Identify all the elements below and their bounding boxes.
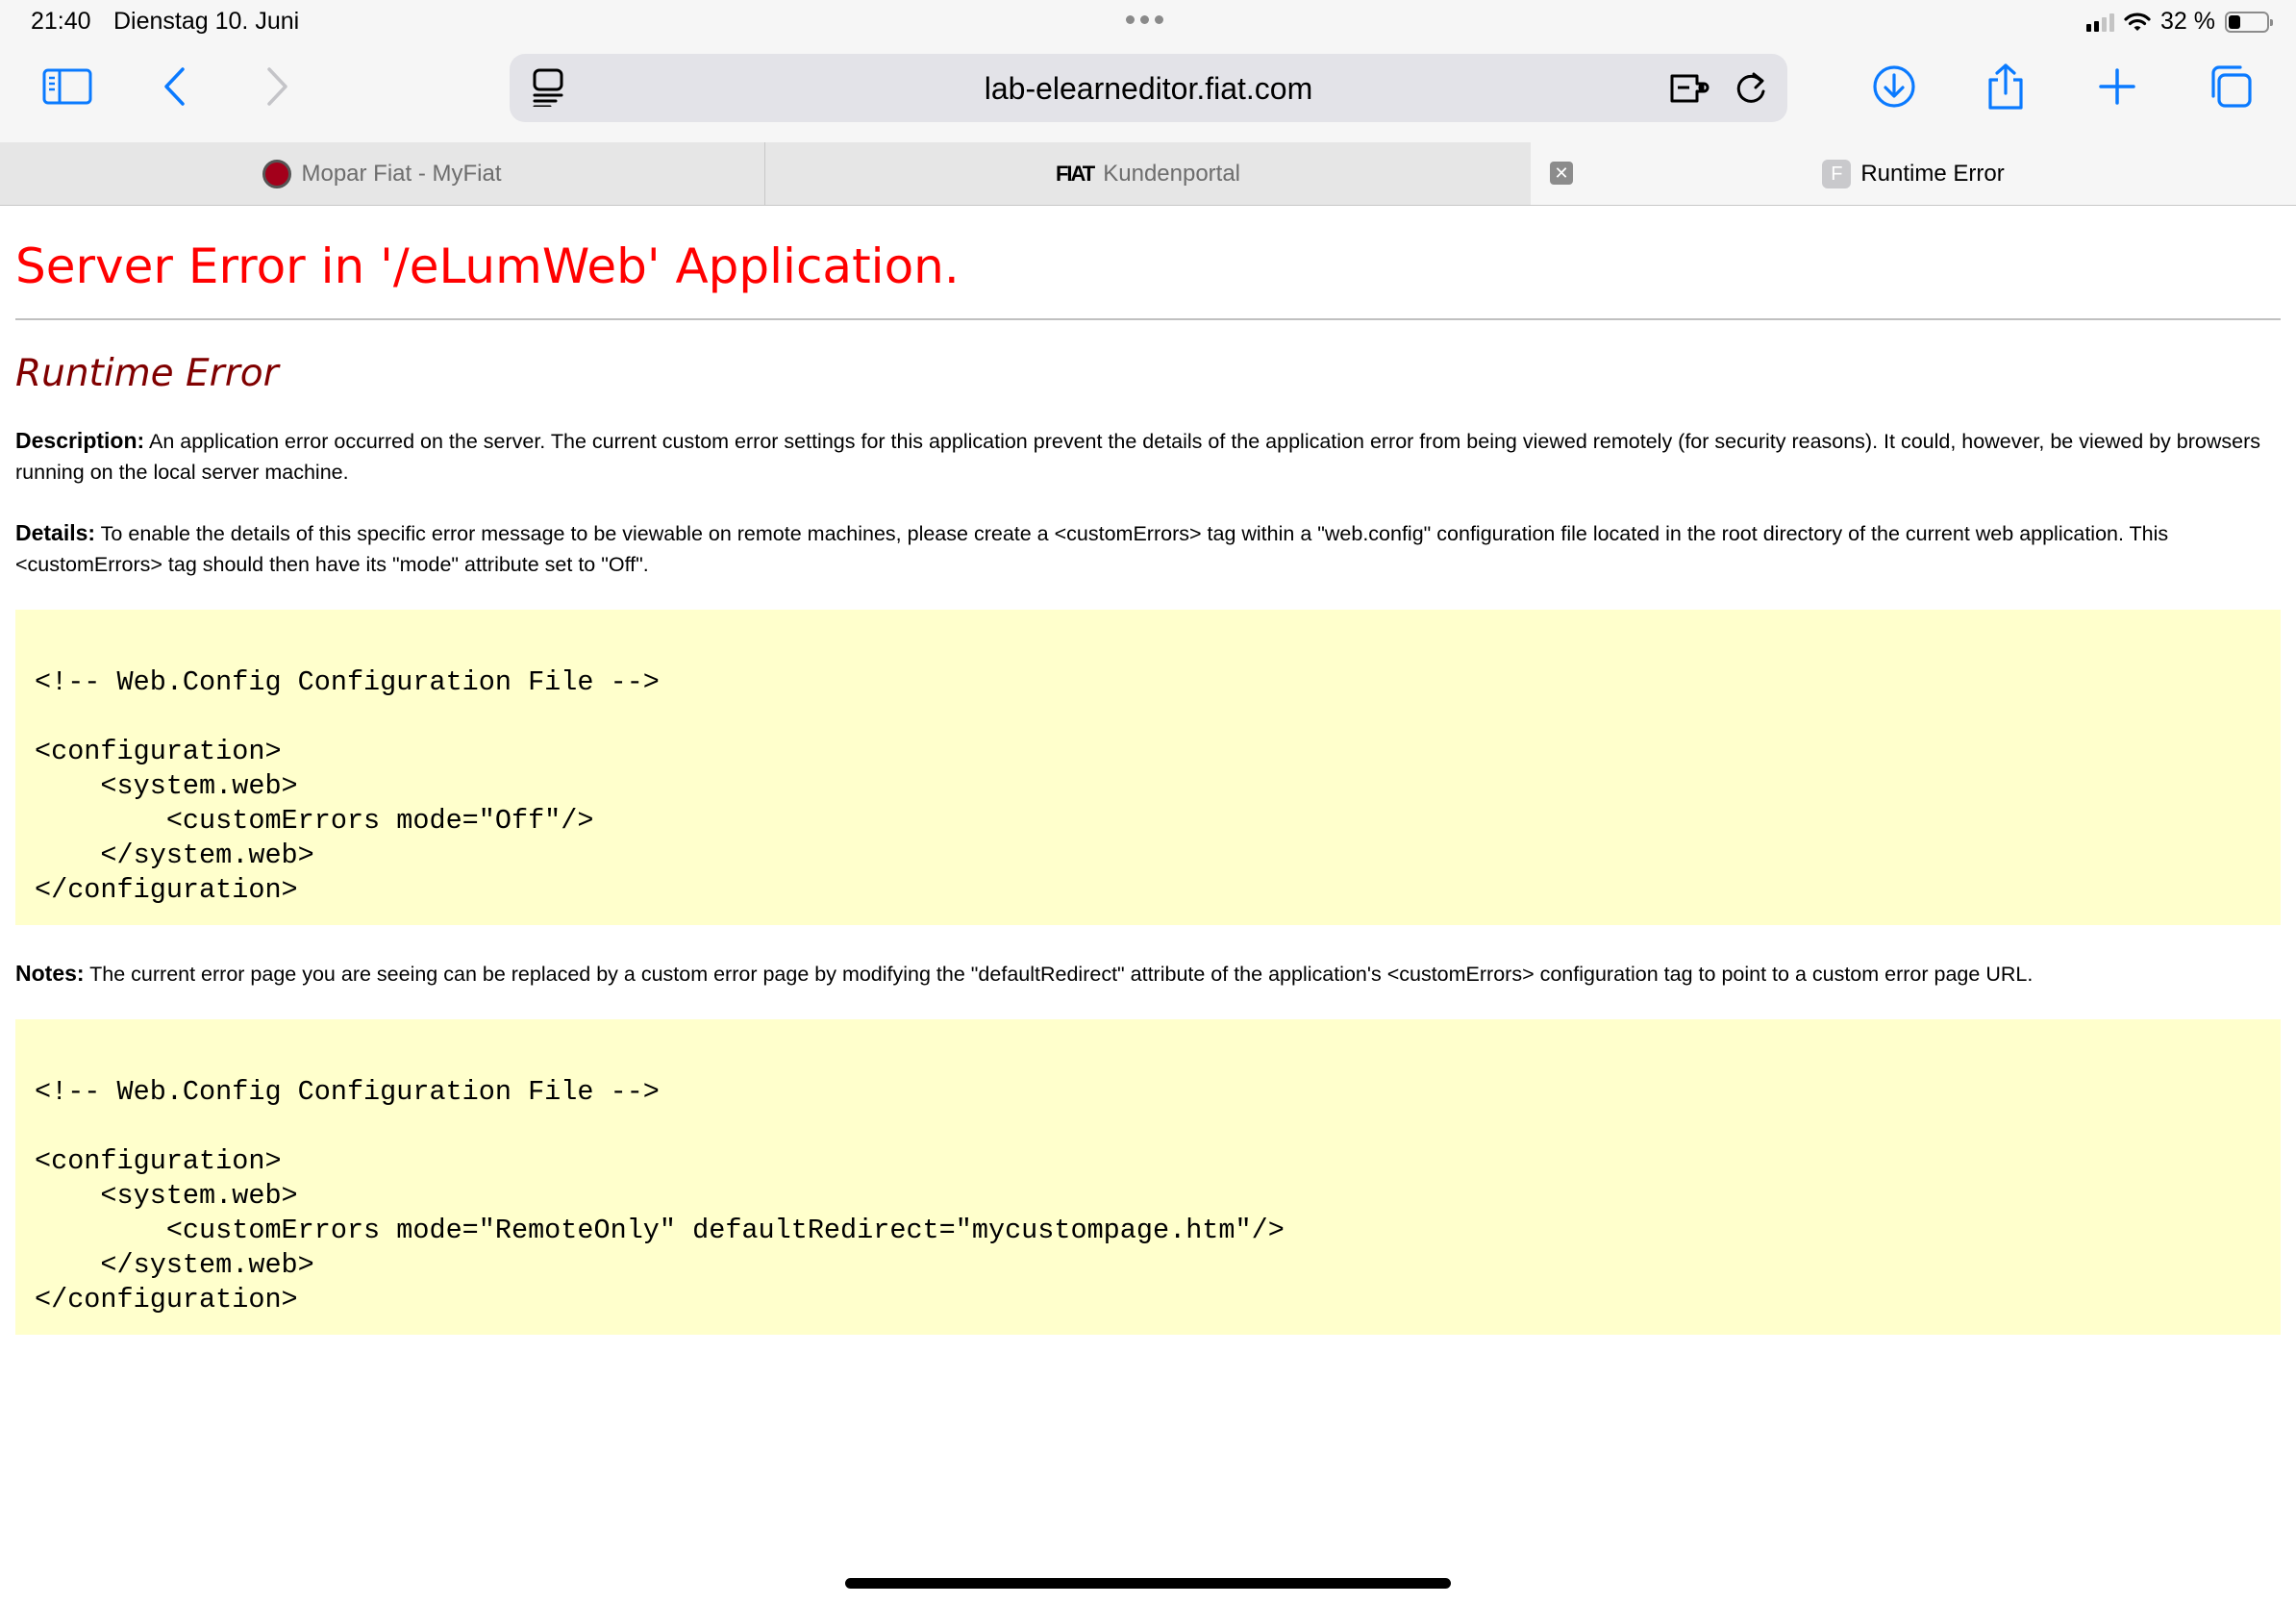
- tab-overview-button[interactable]: [2204, 60, 2258, 113]
- notes-label: Notes:: [15, 961, 85, 986]
- chevron-right-icon: [263, 66, 290, 107]
- close-tab-icon[interactable]: ✕: [1550, 162, 1573, 185]
- sidebar-icon: [42, 67, 92, 106]
- battery-icon: [2225, 12, 2269, 33]
- tab-runtime-error[interactable]: [1531, 142, 2296, 205]
- details-text: To enable the details of this specific error message to be viewable on remote machines, please create a <customErrors> tag within a "web.config" configuration file located in the root directory of the current web application. This <customErrors> tag should then have its "mode" attribute set to "Off".: [15, 522, 2169, 576]
- battery-percentage: 32 %: [2160, 8, 2215, 35]
- notes-text: The current error page you are seeing can be replaced by a custom error page by modifying the "defaultRedirect" attribute of the application's <customErrors> configuration tag to point to a custom error page URL.: [84, 963, 2034, 986]
- address-bar[interactable]: [510, 54, 1787, 122]
- divider: [15, 318, 2281, 320]
- status-time: 21:40: [31, 8, 91, 35]
- tab-bar: [0, 142, 2296, 206]
- description-paragraph: [15, 425, 2284, 488]
- tab-label: Mopar Fiat - MyFiat: [301, 160, 502, 187]
- tab-label: Kundenportal: [1103, 160, 1241, 187]
- page-title: Server Error in '/eLumWeb' Application.: [15, 238, 960, 294]
- share-button[interactable]: [1979, 60, 2033, 113]
- multitasking-dots-icon[interactable]: [1126, 15, 1163, 24]
- reload-icon[interactable]: [1733, 68, 1769, 107]
- browser-chrome: [0, 0, 2296, 206]
- description-text: An application error occurred on the server. The current custom error settings for this application prevent the details of the application error from being viewed remotely (for security reasons). It could, however, be viewed by browsers running on the local server machine.: [15, 430, 2261, 484]
- home-indicator[interactable]: [845, 1578, 1451, 1589]
- generic-favicon-icon: F: [1822, 160, 1851, 188]
- error-subtitle: Runtime Error: [15, 352, 279, 395]
- details-paragraph: [15, 517, 2284, 580]
- chevron-left-icon: [162, 66, 188, 107]
- wifi-icon: [2124, 12, 2151, 33]
- url-text[interactable]: lab-elearneditor.fiat.com: [984, 71, 1313, 106]
- notes-paragraph: [15, 958, 2284, 990]
- cellular-signal-icon: [2086, 13, 2114, 32]
- fiat-logo-favicon-icon: FIAT: [1055, 161, 1094, 186]
- details-label: Details:: [15, 520, 96, 545]
- tabs-icon: [2208, 63, 2254, 110]
- config-code-block-remoteonly: <!-- Web.Config Configuration File --> <configuration> <system.web> <customErrors mode="RemoteOnly" defaultRedirect="mycustompage.htm"/> </system.web> </configuration>: [15, 1019, 2281, 1335]
- status-indicators: [2086, 8, 2269, 36]
- config-code-block-off: <!-- Web.Config Configuration File --> <configuration> <system.web> <customErrors mode="Off"/> </system.web> </configuration>: [15, 610, 2281, 925]
- description-label: Description:: [15, 428, 145, 453]
- downloads-button[interactable]: [1867, 60, 1921, 113]
- extension-icon[interactable]: [1668, 70, 1710, 105]
- fiat-favicon-icon: [262, 160, 291, 188]
- status-date: Dienstag 10. Juni: [113, 8, 300, 35]
- sidebar-button[interactable]: [40, 60, 94, 113]
- tab-kundenportal[interactable]: [765, 142, 1531, 205]
- back-button[interactable]: [148, 60, 202, 113]
- tab-mopar-fiat[interactable]: [0, 142, 765, 205]
- new-tab-button[interactable]: [2090, 60, 2144, 113]
- tab-label: Runtime Error: [1860, 160, 2005, 187]
- plus-icon: [2098, 67, 2136, 106]
- forward-button[interactable]: [250, 60, 304, 113]
- share-icon: [1984, 63, 2027, 111]
- download-icon: [1871, 63, 1917, 110]
